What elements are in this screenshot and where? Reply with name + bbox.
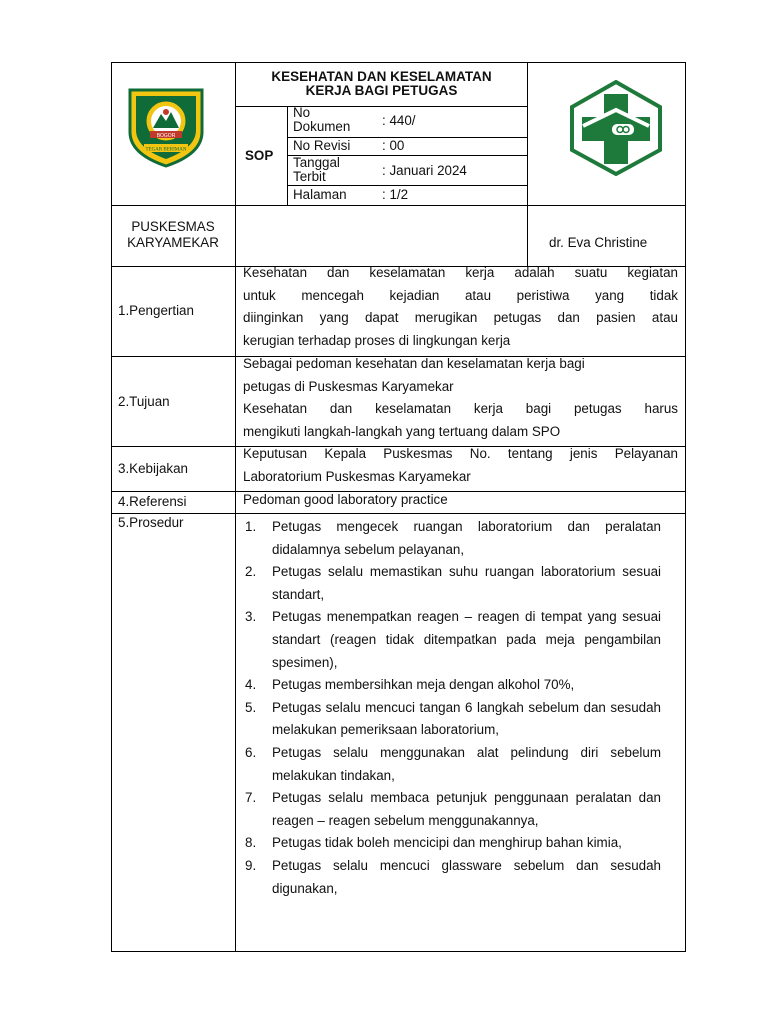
kebijakan-line: Laboratorium Puskesmas Karyamekar [243, 468, 471, 484]
field-no-revisi-label: No Revisi [293, 138, 351, 153]
prosedur-item-text: Petugas selalu mencuci tangan 6 langkah sebelum dan sesudah melakukan pemeriksaan laboratorium, [272, 699, 661, 738]
emblem-ribbon-text: BOGOR [156, 133, 176, 139]
field-label-line: No [293, 105, 311, 120]
field-label-line: Tanggal [293, 155, 340, 170]
field-label-line: Dokumen [293, 119, 351, 134]
prosedur-item [243, 742, 661, 787]
tujuan-line: mengikuti langkah-langkah yang tertuang dalam SPO [243, 423, 561, 439]
prosedur-item-text: Petugas selalu membaca petunjuk penggunaan peralatan dan reagen – reagen sebelum menggunakannya, [272, 790, 661, 828]
field-no-dokumen-label [293, 106, 350, 134]
org-name-line: PUSKESMAS [131, 219, 215, 234]
pengertian-line: kerugian terhadap proses di lingkungan kerja [243, 332, 511, 348]
regency-emblem-logo [126, 88, 206, 168]
kebijakan-line: Keputusan Kepala Puskesmas No. tentang jenis Pelayanan [243, 446, 678, 461]
tujuan-text [243, 353, 678, 443]
signatory-name: dr. Eva Christine [549, 235, 648, 250]
tujuan-line: petugas di Puskesmas Karyamekar [243, 378, 454, 394]
emblem-motto-text: TEGAR BERIMAN [145, 147, 187, 153]
pengertian-text [243, 262, 678, 352]
prosedur-item [243, 697, 661, 742]
prosedur-item [243, 516, 661, 561]
field-no-dokumen-value: : 440/ [382, 113, 416, 128]
pengertian-line: Kesehatan dan keselamatan kerja adalah suatu kegiatan [243, 265, 678, 280]
prosedur-item-number: 5. [245, 699, 257, 715]
tujuan-line: Kesehatan dan keselamatan kerja bagi petugas harus [243, 401, 678, 417]
title-line-1: KESEHATAN DAN KESELAMATAN [271, 69, 492, 84]
prosedur-item-text: Petugas selalu memastikan suhu ruangan laboratorium sesuai standart, [272, 564, 661, 602]
prosedur-item [243, 787, 661, 832]
prosedur-item-text: Petugas menempatkan reagen – reagen di tempat yang sesuai standart (reagen tidak ditempatkan pada meja pengambilan spesimen), [272, 609, 661, 670]
prosedur-item-number: 8. [245, 835, 257, 851]
prosedur-item [243, 674, 661, 697]
section-label-referensi: 4.Referensi [118, 494, 187, 509]
prosedur-item [243, 832, 661, 855]
referensi-text: Pedoman good laboratory practice [243, 492, 448, 507]
prosedur-item-number: 9. [245, 857, 257, 873]
prosedur-item [243, 855, 661, 900]
org-name-line: KARYAMEKAR [127, 235, 219, 250]
section-label-prosedur: 5.Prosedur [118, 515, 184, 530]
prosedur-item-number: 1. [245, 519, 257, 534]
section-label-kebijakan: 3.Kebijakan [118, 461, 188, 476]
prosedur-item-number: 6. [245, 744, 257, 760]
section-label-tujuan: 2.Tujuan [118, 394, 170, 409]
kebijakan-text [243, 443, 678, 488]
prosedur-list [243, 516, 661, 900]
prosedur-item-text: Petugas tidak boleh mencicipi dan menghirup bahan kimia, [272, 835, 622, 851]
prosedur-item-text: Petugas selalu menggunakan alat pelindung diri sebelum melakukan tindakan, [272, 744, 661, 783]
tujuan-line: Sebagai pedoman kesehatan dan keselamatan kerja bagi [243, 356, 585, 371]
field-label-line: Terbit [293, 169, 326, 184]
prosedur-item [243, 606, 661, 674]
pengertian-line: diinginkan yang dapat merugikan petugas dan pasien atau [243, 310, 678, 326]
prosedur-item [243, 561, 661, 606]
org-name [111, 219, 235, 251]
prosedur-item-number: 2. [245, 564, 257, 580]
field-halaman-value: : 1/2 [382, 187, 409, 202]
prosedur-item-number: 3. [245, 609, 257, 625]
title-line-2: KERJA BAGI PETUGAS [305, 83, 458, 98]
prosedur-item-text: Petugas selalu mencuci glassware sebelum dan sesudah digunakan, [272, 857, 661, 896]
puskesmas-logo [566, 80, 666, 176]
pengertian-line: untuk mencegah kejadian atau peristiwa yang tidak [243, 287, 678, 303]
document-title [236, 70, 527, 98]
field-no-revisi-value: : 00 [382, 138, 405, 153]
prosedur-item-text: Petugas mengecek ruangan laboratorium dan peralatan didalamnya sebelum pelayanan, [272, 519, 661, 557]
field-tanggal-terbit-value: : Januari 2024 [382, 163, 467, 178]
field-halaman-label: Halaman [293, 187, 347, 202]
prosedur-item-number: 7. [245, 790, 257, 806]
prosedur-item-text: Petugas membersihkan meja dengan alkohol 70%, [272, 677, 575, 693]
section-label-pengertian: 1.Pengertian [118, 303, 194, 318]
field-tanggal-terbit-label [293, 156, 340, 184]
sop-label: SOP [245, 148, 274, 163]
prosedur-item-number: 4. [245, 677, 257, 693]
